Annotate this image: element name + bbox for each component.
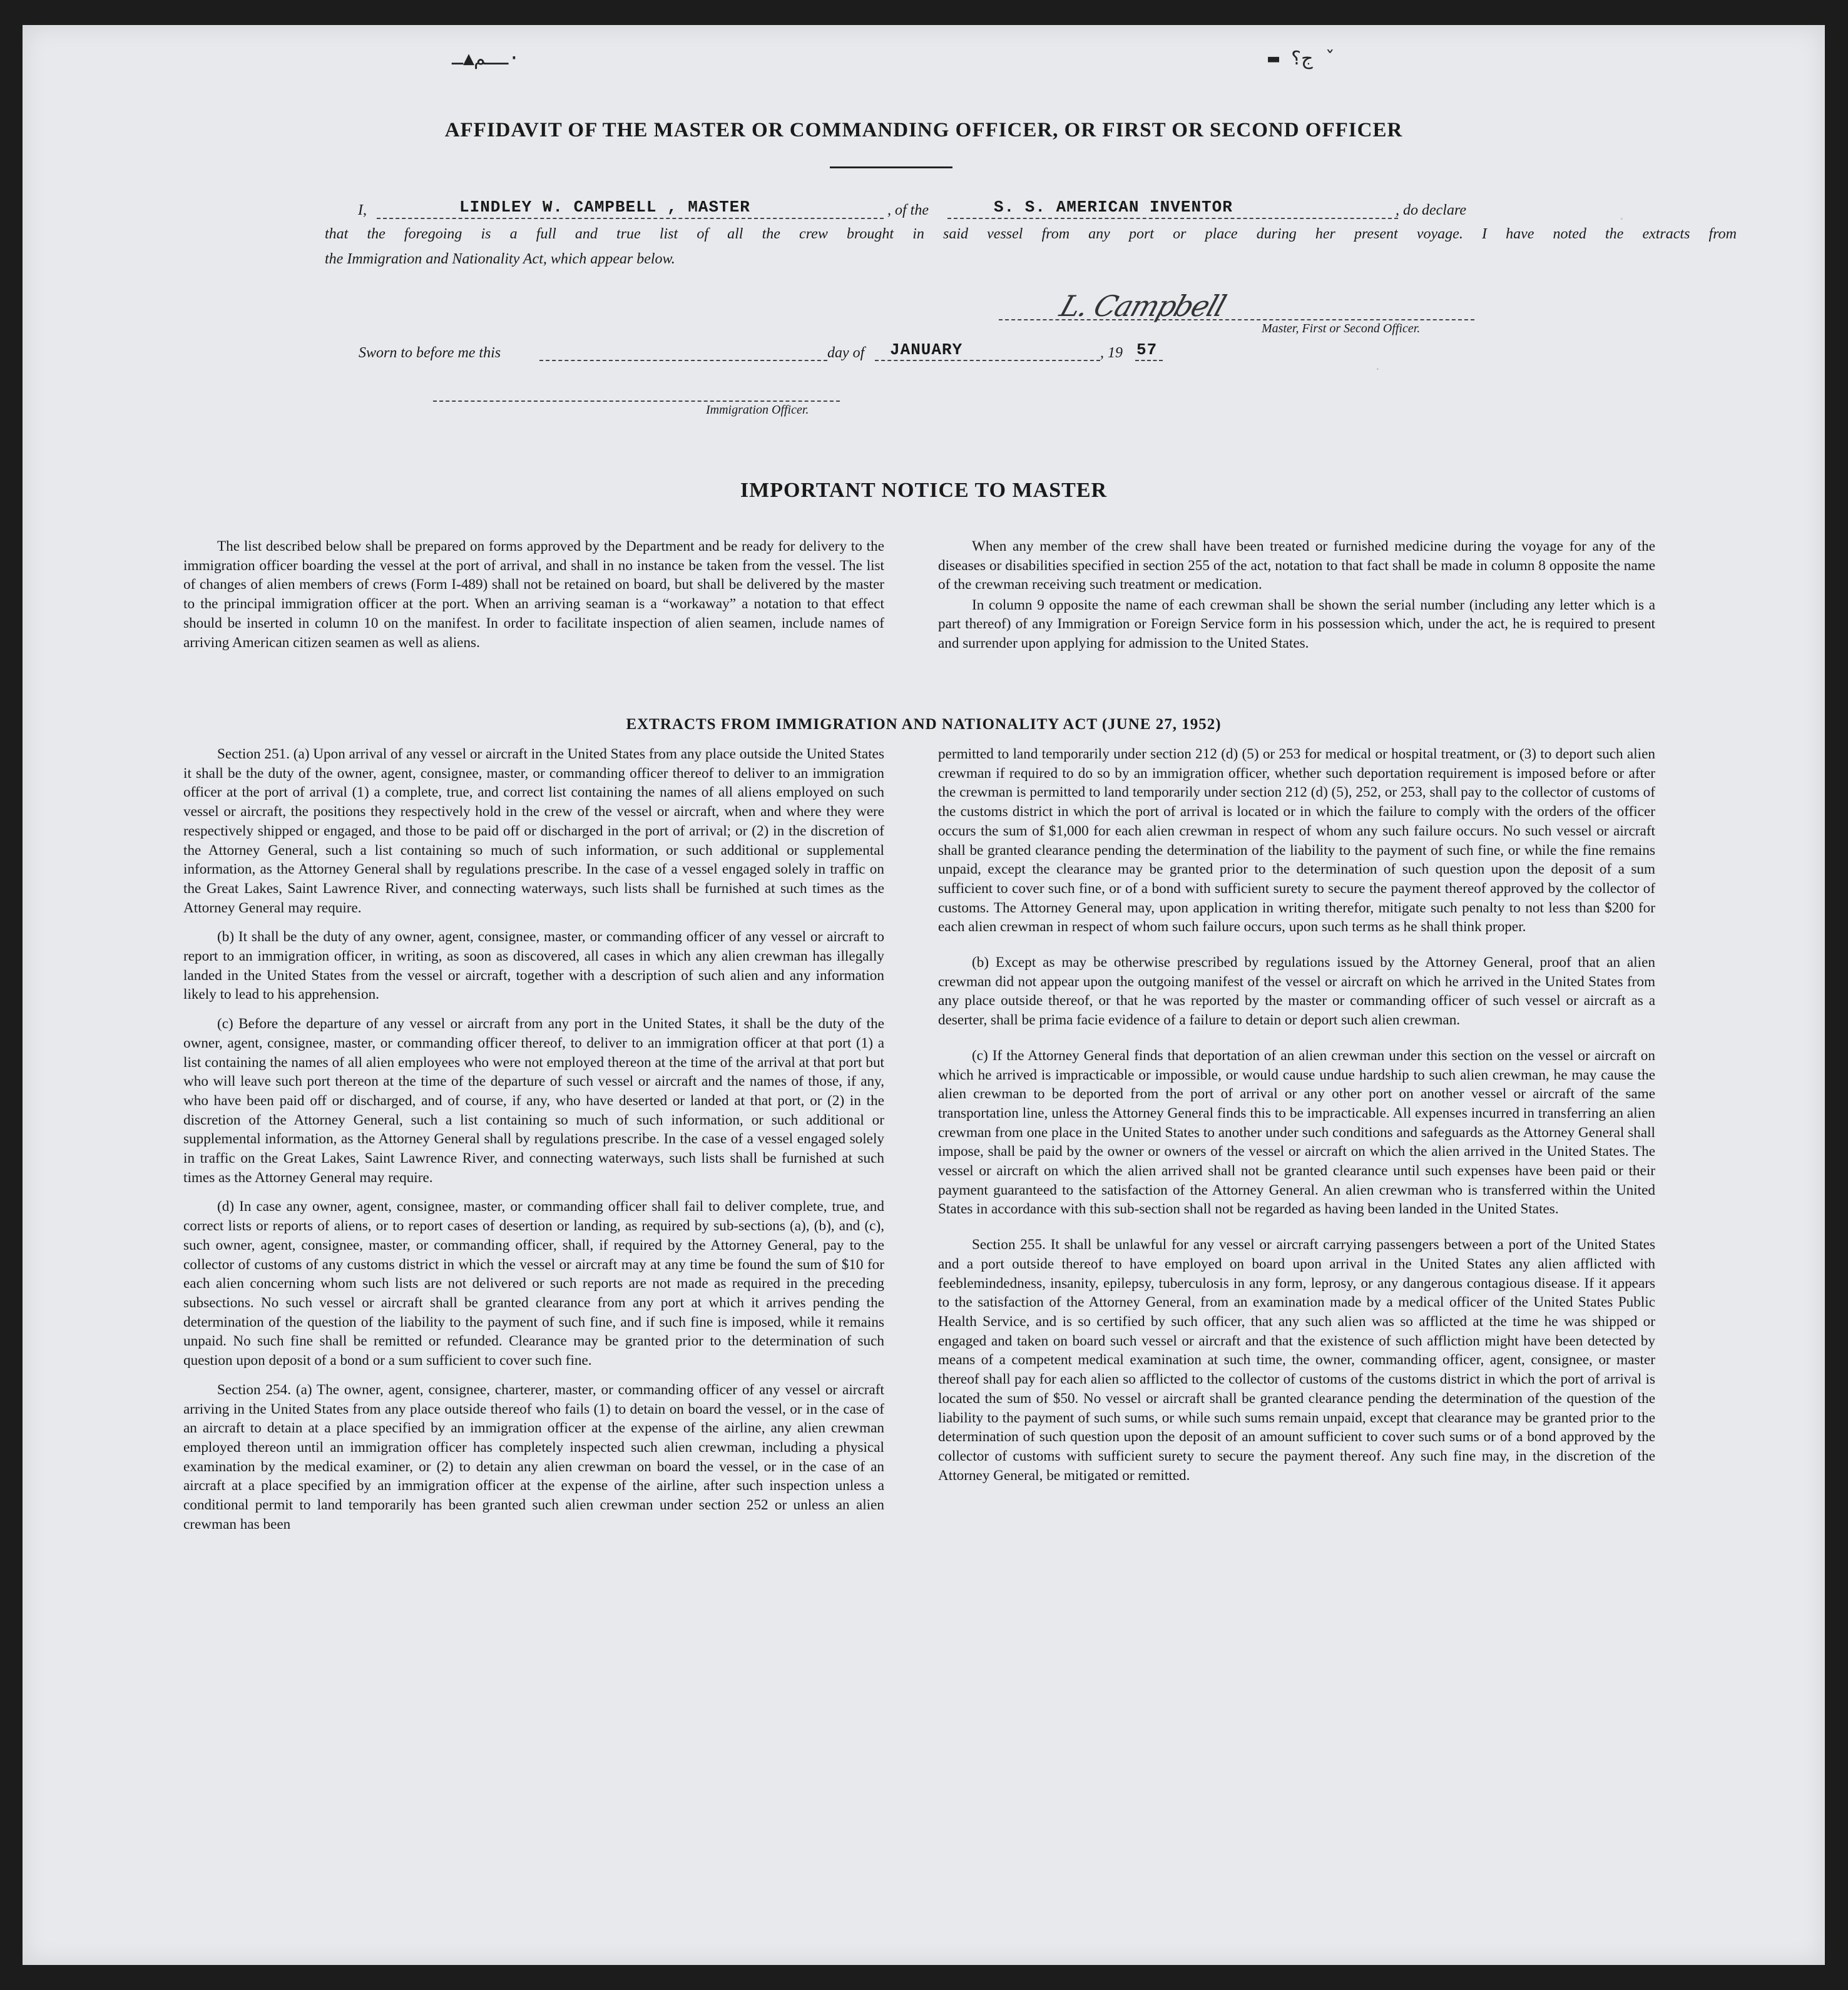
extracts-left-column [183, 745, 884, 1534]
extract-section-251d: (d) In case any owner, agent, consignee, master, or commanding officer shall fail to deliver complete, true, and correct lists or reports of aliens, or to report cases of desertion or landing, as required by sub-sections (a), (b), and (c), such owner, agent, consignee, master, or commanding officer, shall, if required by the Attorney General, pay to the collector of customs of any customs district in which the vessel or aircraft may at any time be found the sum of $10 for each alien concerning whom such lists are not delivered or such reports are not made as required in the preceding subsections. No such vessel or aircraft shall be granted clearance from any port at which it arrives pending the determination of the question of the liability to the payment of such fine, and if such fine is imposed, while it remains unpaid. No such fine shall be remitted or refunded. Clearance may be granted prior to the determination of such question upon deposit of a bond or a sum sufficient to cover such fine. [183, 1198, 884, 1369]
extract-section-255: Section 255. It shall be unlawful for any vessel or aircraft carrying passengers between a port of the United States and a port outside thereof to have employed on board upon arrival in the United States any alien afflicted with feeblemindedness, insanity, epilepsy, tuberculosis in any form, leprosy, or any dangerous contagious disease. If it appears to the satisfaction of the Attorney General, from an examination made by a medical officer of the United States Public Health Service, and is so certified by such officer, that any such alien was so afflicted at the time he was shipped or engaged and taken on board such vessel or aircraft and that the existence of such affliction might have been detected by means of a competent medical examination at such time, the owner, commanding officer, agent, consignee, or master thereof shall pay for each alien so afflicted to the collector of customs of the customs district in which the port of arrival is located the sum of $50. No vessel or aircraft shall be granted clearance pending the determination of the question of the liability to the payment of such sums, or while such sums remain unpaid, except that clearance may be granted prior to the determination of such question upon the deposit of an amount sufficient to cover such sums or of a bond approved by the collector of customs with sufficient surety to secure the payment thereof. Any such fine may, in the discretion of the Attorney General, be mitigated or remitted. [938, 1237, 1655, 1484]
notice-title: IMPORTANT NOTICE TO MASTER [740, 479, 1108, 502]
notice-left-paragraph: The list described below shall be prepared on forms approved by the Department and be ready for delivery to the immigration officer boarding the vessel at the port of arrival, and shall in no instance be taken from the vessel. The list of changes of alien members of crews (Form I-489) shall not be retained on board, but shall be delivered by the master to the principal immigration officer at the port. When an arriving seaman is a “workaway” a notation to that effect should be inserted in column 10 on the manifest. In order to facilitate inspection of alien seamen, include names of arriving American citizen seamen as well as aliens. [183, 538, 884, 651]
month-field: JANUARY [890, 340, 963, 359]
year-line [1135, 360, 1163, 361]
extract-section-251a: Section 251. (a) Upon arrival of any vessel or aircraft in the United States from any place outside the United States it shall be the duty of the owner, agent, consignee, master, or commanding officer thereof to deliver to an immigration officer at the port of arrival (1) a complete, true, and correct list containing the names of all aliens employed on such vessel or aircraft, the positions they respectively hold in the crew of the vessel or aircraft, when and where they were respectively shipped or engaged, and those to be paid off or discharged in the port of arrival; or (2) in the discretion of the Attorney General, such a list containing so much of such information, or such additional or supplemental information, as the Attorney General shall by regulations prescribe. In the case of a vessel engaged solely in traffic on the Great Lakes, Saint Lawrence River, and connecting waterways, such lists shall be furnished at such times as the Attorney General may require. [183, 746, 884, 916]
of-the-label: , of the [887, 202, 929, 218]
extract-section-251c: (c) Before the departure of any vessel or aircraft from any port in the United States, it shall be the duty of the owner, agent, consignee, master, or commanding officer thereof, to deliver to an immigration officer at that port (1) a list containing the names of all alien employees who were not employed thereon at the time of the arrival at that port but who will leave such port thereon at the time of the departure of such vessel or aircraft and the names of those, if any, who have been paid off or discharged, and of course, if any, who have deserted or landed at that port, or (2) in the discretion of the Attorney General, such a list containing so much of such information, or such additional or supplemental information, as the Attorney General shall by regulations prescribe. In the case of a vessel engaged solely in traffic on the Great Lakes, Saint Lawrence River, and connecting waterways, such lists shall be furnished at such times as the Attorney General may require. [183, 1016, 884, 1186]
vessel-line [947, 218, 1398, 219]
bleed-through-mark: · [1374, 363, 1381, 376]
corner-mark-right: ▬ ج؟ ˇ [1268, 48, 1336, 69]
sworn-day-line [539, 360, 827, 361]
year-prefix-label: , 19 [1100, 345, 1123, 361]
notice-right-column [938, 537, 1655, 653]
title-rule [830, 166, 952, 168]
bleed-through-mark: · [1618, 213, 1625, 226]
corner-mark-left: ــم▲ـ· [452, 48, 520, 69]
do-declare-label: , do declare [1396, 202, 1467, 218]
extracts-right-column [938, 745, 1655, 1485]
master-name-field: LINDLEY W. CAMPBELL , MASTER [459, 198, 750, 217]
master-signature: L. Campbell [1056, 289, 1230, 323]
affidavit-line-3: the Immigration and Nationality Act, which appear below. [325, 251, 675, 267]
extract-section-251b: (b) It shall be the duty of any owner, agent, consignee, master, or commanding officer of any vessel or aircraft to report to an immigration officer, in writing, as soon as discovered, all cases in which any alien crewman has illegally landed in the United States from the vessel or aircraft, together with a description of such alien and any information likely to lead to his apprehension. [183, 929, 884, 1003]
year-field: 57 [1136, 340, 1158, 359]
notice-right-paragraph-2: In column 9 opposite the name of each crewman shall be shown the serial number (including any letter which is a part thereof) of any Immigration or Foreign Service form in his possession which, under the act, he is required to present and surrender upon applying for admission to the United States. [938, 596, 1655, 651]
vessel-name-field: S. S. AMERICAN INVENTOR [994, 198, 1233, 217]
extract-section-254a-cont: permitted to land temporarily under section 212 (d) (5) or 253 for medical or hospital treatment, or (3) to deport such alien crewman if required to do so by an immigration officer, whether such deportation requirement is imposed before or after the crewman is permitted to land temporarily under section 212 (d) (5), 252, or 253, shall pay to the collector of customs of the customs district in which the port of arrival is located or in which the failure to comply with the orders of the officer occurs the sum of $1,000 for each alien crewman in respect of whom any such failure occurs. No such vessel or aircraft shall be granted clearance pending the determination of the liability to the payment of such fine, or while the fine remains unpaid, except the clearance may be granted prior to the determination of such question upon the deposit of a sum sufficient to cover such fine, or of a bond with sufficient surety to secure the payment thereof approved by the collector of customs. The Attorney General may, upon application in writing therefor, mitigate such penalty to not less than $200 for each alien crewman in respect of whom such failure occurs, upon such terms as he shall think proper. [938, 746, 1655, 936]
signature-caption: Master, First or Second Officer. [1262, 322, 1421, 335]
day-of-label: day of [827, 345, 865, 361]
notice-right-paragraph-1: When any member of the crew shall have been treated or furnished medicine during the voyage for any of the diseases or disabilities specified in section 255 of the act, notation to that fact shall be made in column 8 opposite the name of the crewman receiving such treatment or medication. [938, 538, 1655, 593]
document-page [23, 25, 1825, 1965]
extract-section-254b: (b) Except as may be otherwise prescribed by regulations issued by the Attorney General, proof that an alien crewman did not appear upon the outgoing manifest of the vessel or aircraft on which he arrived in the United States from any place outside thereof, or that he was reported by the master or commanding officer of such vessel or aircraft as a deserter, shall be prima facie evidence of a failure to detain or deport such alien crewman. [938, 954, 1655, 1029]
extract-section-254c: (c) If the Attorney General finds that deportation of an alien crewman under this section on the vessel or aircraft on which he arrived is impracticable or impossible, or would cause undue hardship to such alien crewman, he may cause the alien crewman to be deported from the port of arrival or any other port on another vessel or aircraft of the same transportation line, unless the Attorney General finds this to be impracticable. All expenses incurred in transferring an alien crewman from one place in the United States to another under such conditions and safeguards as the Attorney General shall impose, shall be paid by the owner or owners of the vessel or aircraft on which the alien arrived in the United States. The vessel or aircraft on which the alien arrived shall not be granted clearance until such expenses have been paid or their payment guaranteed to the satisfaction of the Attorney General. An alien crewman who is transferred within the United States in accordance with this sub-section shall not be regarded as having been landed in the United States. [938, 1047, 1655, 1218]
master-name-line [377, 218, 884, 219]
officer-caption: Immigration Officer. [706, 403, 809, 417]
extract-section-254a: Section 254. (a) The owner, agent, consignee, charterer, master, or commanding officer of any vessel or aircraft arriving in the United States from any place outside thereof who fails (1) to detain on board the vessel, or in the case of an aircraft to detain at a place specified by an immigration officer at the expense of the airline, any alien crewman employed thereon until an immigration officer has completely inspected such alien crewman, including a physical examination by the medical examiner, or (2) to detain any alien crewman on board the vessel, or in the case of an aircraft at a place specified by an immigration officer at the expense of the airline, after such inspection unless a conditional permit to land temporarily has been granted such alien crewman under section 252 or unless an alien crewman has been [183, 1381, 884, 1533]
affidavit-i: I, [358, 202, 367, 218]
affidavit-title: AFFIDAVIT OF THE MASTER OR COMMANDING OFFICER, OR FIRST OR SECOND OFFICER [444, 119, 1403, 141]
month-line [875, 360, 1100, 361]
notice-left-column [183, 537, 884, 652]
extracts-title: EXTRACTS FROM IMMIGRATION AND NATIONALITY ACT (JUNE 27, 1952) [626, 716, 1222, 733]
sworn-label: Sworn to before me this [359, 345, 501, 361]
affidavit-line-2: that the foregoing is a full and true list of all the crew brought in said vessel from any port or place during her present voyage. I have noted the extracts from [325, 226, 1737, 242]
officer-signature-line [433, 401, 840, 402]
